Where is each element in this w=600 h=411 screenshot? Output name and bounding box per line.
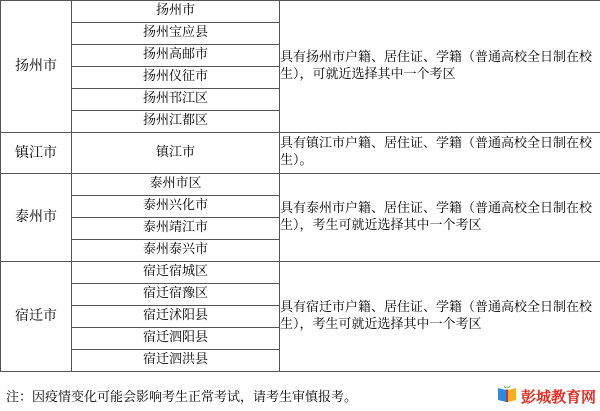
table-row xyxy=(1,133,600,174)
description-cell: 具有宿迁市户籍、居住证、学籍（普通高校全日制在校生），考生可就近选择其中一个考区 xyxy=(280,262,600,372)
place-cell: 扬州邗江区 xyxy=(72,89,280,111)
place-cell: 宿迁宿豫区 xyxy=(72,284,280,306)
place-cell: 宿迁泗阳县 xyxy=(72,328,280,350)
site-logo[interactable] xyxy=(496,384,596,408)
city-cell: 泰州市 xyxy=(1,174,72,262)
place-cell: 泰州市区 xyxy=(72,174,280,196)
place-cell: 扬州市 xyxy=(72,1,280,23)
table-row xyxy=(1,262,600,284)
city-cell: 镇江市 xyxy=(1,133,72,174)
city-cell: 扬州市 xyxy=(1,1,72,133)
place-cell: 扬州仪征市 xyxy=(72,67,280,89)
description-cell: 具有镇江市户籍、居住证、学籍（普通高校全日制在校生）。 xyxy=(280,133,600,174)
city-cell: 宿迁市 xyxy=(1,262,72,372)
place-cell: 扬州江都区 xyxy=(72,111,280,133)
place-cell: 扬州高邮市 xyxy=(72,45,280,67)
place-cell: 宿迁宿城区 xyxy=(72,262,280,284)
place-cell: 镇江市 xyxy=(72,133,280,174)
logo-text: 彭城教育网 xyxy=(520,387,596,406)
place-cell: 宿迁沭阳县 xyxy=(72,306,280,328)
table-row xyxy=(1,1,600,23)
place-cell: 泰州靖江市 xyxy=(72,218,280,240)
place-cell: 扬州宝应县 xyxy=(72,23,280,45)
book-logo-icon xyxy=(496,384,518,408)
description-cell: 具有扬州市户籍、居住证、学籍（普通高校全日制在校生），可就近选择其中一个考区 xyxy=(280,1,600,133)
place-cell: 泰州兴化市 xyxy=(72,196,280,218)
footnote: 注：因疫情变化可能会影响考生正常考试，请考生审慎报考。 xyxy=(6,390,358,405)
table-row xyxy=(1,174,600,196)
place-cell: 泰州泰兴市 xyxy=(72,240,280,262)
place-cell: 宿迁泗洪县 xyxy=(72,350,280,372)
description-cell: 具有泰州市户籍、居住证、学籍（普通高校全日制在校生），考生可就近选择其中一个考区 xyxy=(280,174,600,262)
